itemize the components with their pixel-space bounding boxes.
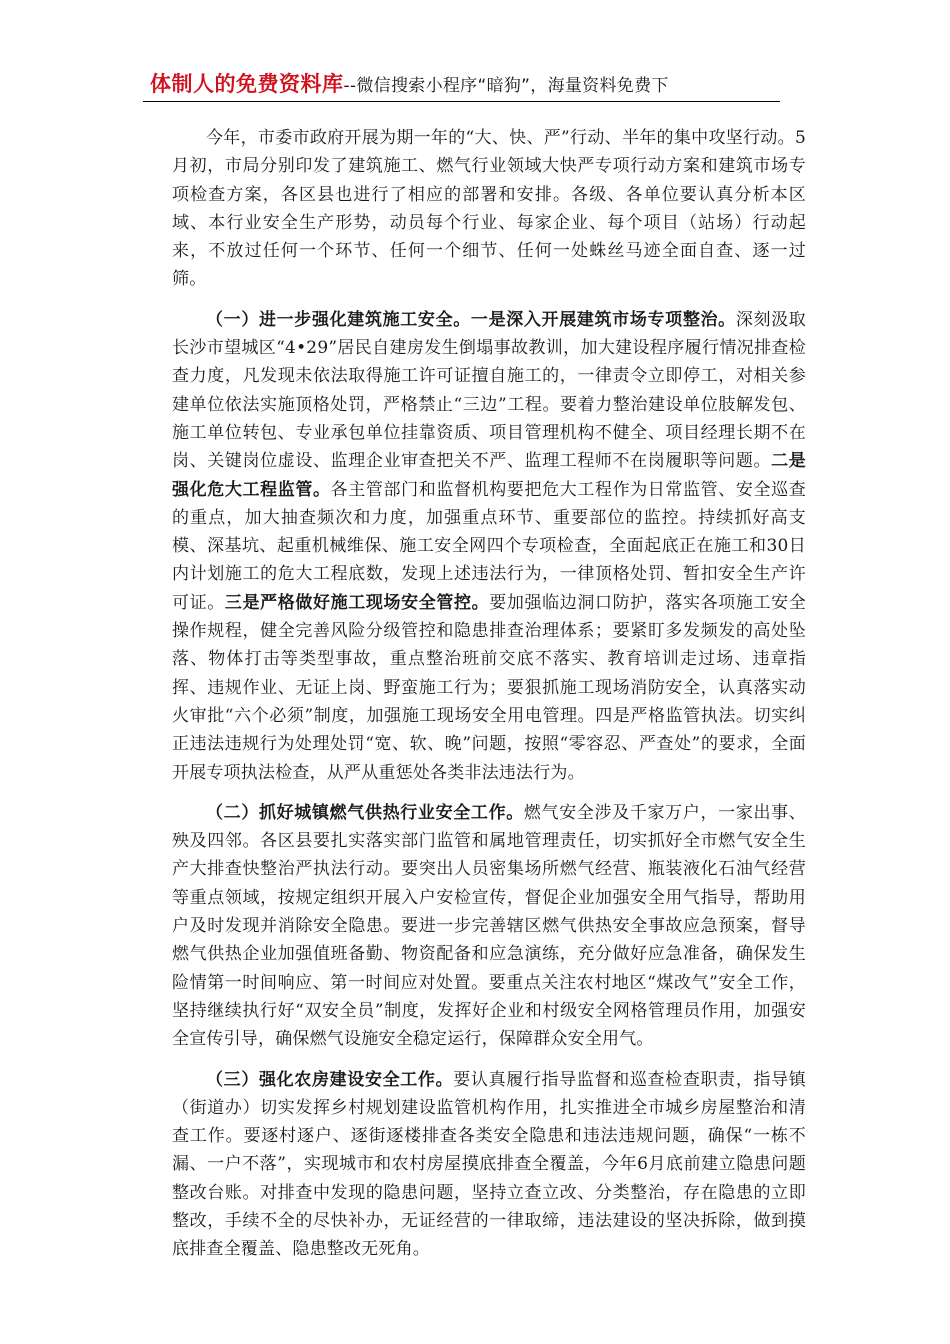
section-1-text-b: 各主管部门和监督机构要把危大工程作为日常监管、安全巡查的重点，加大抽查频次和力度，加强重点环节、重要部位的监控。持续抓好高支模、深基坑、起重机械维保、施工安全网四个专项检查，全面起底正在施工和30日内计划施工的危大工程底数，发现上述违法行为，一律顶格处罚、暂扣安全生产许可证。 — [172, 479, 806, 613]
section-2-text: 燃气安全涉及千家万户，一家出事、殃及四邻。各区县要扎实落实部门监管和属地管理责任，切实抓好全市燃气安全生产大排查快整治严执法行动。要突出人员密集场所燃气经营、瓶装液化石油气经营等重点领域，按规定组织开展入户安检宣传，督促企业加强安全用气指导，帮助用户及时发现并消除安全隐患。要进一步完善辖区燃气供热安全事故应急预案，督导燃气供热企业加强值班备勤、物资配备和应急演练，充分做好应急准备，确保发生险情第一时间响应、第一时间应对处置。要重点关注农村地区“煤改气”安全工作，坚持继续执行好“双安全员”制度，发挥好企业和村级安全网格管理员作用，加强安全宣传引导，确保燃气设施安全稳定运行，保障群众安全用气。 — [172, 802, 806, 1050]
section-1-text-a: 深刻汲取长沙市望城区“4•29”居民自建房发生倒塌事故教训，加大建设程序履行情况排查检查力度，凡发现未依法取得施工许可证擅自施工的，一律责令立即停工，对相关参建单位依法实施顶格处罚，严格禁止“三边”工程。要着力整治建设单位肢解发包、施工单位转包、专业承包单位挂靠资质、项目管理机构不健全、项目经理长期不在岗、关键岗位虚设、监理企业审查把关不严、监理工程师不在岗履职等问题。 — [172, 309, 806, 472]
section-1-text-c: 要加强临边洞口防护，落实各项施工安全操作规程，健全完善风险分级管控和隐患排查治理体系；要紧盯多发频发的高处坠落、物体打击等类型事故，重点整治班前交底不落实、教育培训走过场、违章指挥、违规作业、无证上岗、野蛮施工行为；要狠抓施工现场消防安全，认真落实动火审批“六个必须”制度，加强施工现场安全用电管理。四是严格监管执法。切实纠正违法违规行为处理处罚“宽、软、晚”问题，按照“零容忍、严查处”的要求，全面开展专项执法检查，从严从重惩处各类非法违法行为。 — [172, 592, 806, 783]
section-construction-safety — [172, 306, 806, 787]
document-body — [172, 124, 806, 1276]
section-3-heading: （三）强化农房建设安全工作。 — [206, 1069, 454, 1090]
intro-paragraph — [172, 124, 806, 294]
section-1-subheading-3: 三是严格做好施工现场安全管控。 — [224, 592, 490, 613]
header-divider — [143, 101, 780, 102]
intro-text: 今年，市委市政府开展为期一年的“大、快、严”行动、半年的集中攻坚行动。5月初，市局分别印发了建筑施工、燃气行业领域大快严专项行动方案和建筑市场专项检查方案，各区县也进行了相应的部署和安排。各级、各单位要认真分析本区域、本行业安全生产形势，动员每个行业、每家企业、每个项目（站场）行动起来，不放过任何一个环节、任何一个细节、任何一处蛛丝马迹全面自查、逐一过筛。 — [172, 128, 806, 290]
section-3-text: 要认真履行指导监督和巡查检查职责，指导镇（街道办）切实发挥乡村规划建设监管机构作用，扎实推进全市城乡房屋整治和清查工作。要逐村逐户、逐街逐楼排查各类安全隐患和违法违规问题，确保“一栋不漏、一户不落”，实现城市和农村房屋摸底排查全覆盖，今年6月底前建立隐患问题整改台账。对排查中发现的隐患问题，坚持立查立改、分类整治，存在隐患的立即整改，手续不全的尽快补办，无证经营的一律取缔，违法建设的坚决拆除，做到摸底排查全覆盖、隐患整改无死角。 — [172, 1069, 806, 1260]
page-header — [150, 68, 780, 102]
section-gas-heating-safety — [172, 799, 806, 1054]
section-2-heading: （二）抓好城镇燃气供热行业安全工作。 — [206, 802, 524, 823]
section-1-heading: （一）进一步强化建筑施工安全。一是深入开展建筑市场专项整治。 — [206, 309, 736, 330]
section-1-subheading-2: 二是强化危大工程监管。 — [172, 451, 806, 500]
header-slogan: --微信搜索小程序“暗狗”，海量资料免费下 — [343, 76, 669, 96]
section-rural-housing-safety — [172, 1066, 806, 1264]
header-brand: 体制人的免费资料库 — [150, 72, 344, 96]
